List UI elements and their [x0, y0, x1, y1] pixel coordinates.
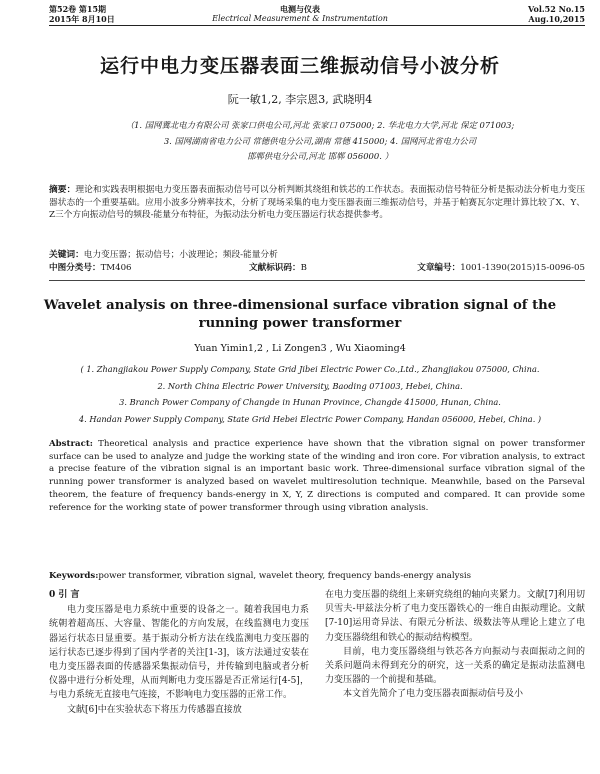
cn-doc-code-label: 文献标识码： — [249, 263, 301, 273]
cn-affiliation-line: 3. 国网湖南省电力公司 常德供电分公司,湖南 常德 415000; 4. 国网河北省电力公司 — [163, 136, 477, 146]
en-affiliation-line: 3. Branch Power Company of Changde in Hunan Province, Changde 415000, Hunan, China. — [119, 397, 501, 407]
body-left-column — [49, 588, 309, 717]
header-volume: Vol.52 No.15 — [528, 4, 585, 14]
body-paragraph: 文献[6]中在实验状态下将压力传感器直接放 — [67, 704, 242, 715]
en-affiliation-line: 4. Handan Power Supply Company, State Grid Hebei Electric Power Company, Handan 056000, Hebei, China. ) — [78, 414, 542, 424]
en-abstract-text: Theoretical analysis and practice experience have shown that the vibration signal on power transformer surface can be used to analyze and judge the working state of the winding and iron core. For vibration analysis, to extract a precise feature of the vibration signal is an important basic work. Three-dimensional surface vibration signal of the running power transformer is analyzed based on wavelet multiresolution technique. Meanwhile, based on the Parseval theorem, the feature of frequency bands-energy in X, Y, Z directions is computed and compared. It can provide some reference for the working state of power transformer through using vibration analysis. — [49, 439, 585, 513]
cn-doc-code — [249, 262, 307, 275]
en-affiliation-line: 2. North China Electric Power University, Baoding 071003, Hebei, China. — [157, 381, 463, 391]
cn-abstract-text: 理论和实践表明根据电力变压器表面振动信号可以分析判断其绕组和铁芯的工作状态。表面振动信号特征分析是振动法分析电力变压器状态的一个重要基础。应用小波多分辨率技术，分析了现场采集的电力变压器表面三维振动信号，并基于帕赛瓦尔定理计算比较了X、Y、Z三个方向振动信号的频段-能量分布特征，为振动法分析电力变压器运行状态提供参考。 — [49, 185, 586, 221]
body-paragraph: 本文首先简介了电力变压器表面振动信号及小 — [343, 689, 524, 700]
cn-article-no-value: 1001-1390(2015)15-0096-05 — [460, 263, 585, 273]
header-date-en: Aug.10,2015 — [528, 14, 585, 24]
cn-keywords — [49, 249, 585, 262]
en-authors: Yuan Yimin1,2 , Li Zongen3 , Wu Xiaoming4 — [194, 343, 406, 354]
en-keywords — [49, 570, 585, 583]
cn-clc-value: TM406 — [100, 263, 132, 273]
en-abstract-label: Abstract: — [49, 439, 93, 449]
header-journal-cn: 电测与仪表 — [280, 4, 320, 14]
en-title-line: Wavelet analysis on three-dimensional surface vibration signal of the — [43, 298, 557, 313]
body-paragraph: 目前，电力变压器绕组与铁芯各方向振动与表面振动之间的关系问题尚未得到充分的研究，这一关系的确定是振动法监测电力变压器的一个前提和基础。 — [325, 646, 585, 686]
header-date: 2015年 8月10日 — [49, 14, 115, 24]
cn-doc-code-value: B — [300, 263, 307, 273]
header-issue: 第52卷 第15期 — [49, 4, 107, 14]
en-affiliation-line: ( 1. Zhangjiakou Power Supply Company, State Grid Jibei Electric Power Co.,Ltd., Zhangjiakou 075000, China. — [80, 364, 540, 374]
cn-keywords-label: 关键词： — [49, 250, 84, 260]
section-rule — [49, 280, 585, 281]
body-paragraph: 在电力变压器的绕组上来研究绕组的轴向夹紧力。文献[7]利用切贝雪夫-甲兹法分析了电力变压器铁心的一维自由振动理论。文献[7-10]运用奇异法、有限元分析法、级数法等从理论上建立了电力变压器绕组和铁心的振动结构模型。 — [325, 590, 585, 643]
en-abstract — [49, 438, 585, 514]
cn-article-no — [417, 262, 585, 275]
en-keywords-text: power transformer, vibration signal, wavelet theory, frequency bands-energy analysis — [98, 571, 472, 581]
en-keywords-label: Keywords: — [49, 571, 99, 581]
cn-title: 运行中电力变压器表面三维振动信号小波分析 — [99, 55, 500, 77]
body-right-column — [325, 588, 585, 702]
section-heading: 0 引 言 — [49, 590, 80, 600]
en-title-line: running power transformer — [198, 316, 402, 331]
cn-abstract-label: 摘要： — [49, 185, 76, 195]
cn-affiliation-line: 邯郸供电分公司,河北 邯郸 056000. ） — [247, 151, 393, 161]
cn-affiliation-line: （1. 国网冀北电力有限公司 张家口供电公司,河北 张家口 075000; 2. 华北电力大学,河北 保定 071003; — [125, 120, 515, 130]
body-paragraph: 电力变压器是电力系统中重要的设备之一。随着我国电力系统朝着超高压、大容量、智能化的方向发展，在线监测电力变压器运行状态日显重要。基于振动分析方法在线监测电力变压器的运行状态已逐步得到了国内学者的关注[1-3]，该方法通过安装在电力变压器表面的传感器采集振动信号，并传输到电脑或者分析仪器中进行分析处理，从而判断电力变压器是否正常运行[4-5]，与电力系统无直接电气连接，不影响电力变压器的正常工作。 — [49, 605, 309, 701]
cn-abstract — [49, 184, 585, 222]
cn-clc — [49, 262, 132, 275]
cn-clc-label: 中图分类号： — [49, 263, 101, 273]
cn-article-no-label: 文章编号： — [417, 263, 461, 273]
header-rule — [49, 25, 585, 26]
cn-authors: 阮一敏1,2, 李宗恩3, 武晓明4 — [227, 93, 373, 106]
header-journal-en: Electrical Measurement & Instrumentation — [212, 14, 388, 23]
cn-keywords-text: 电力变压器；振动信号；小波理论；频段-能量分析 — [83, 250, 278, 260]
